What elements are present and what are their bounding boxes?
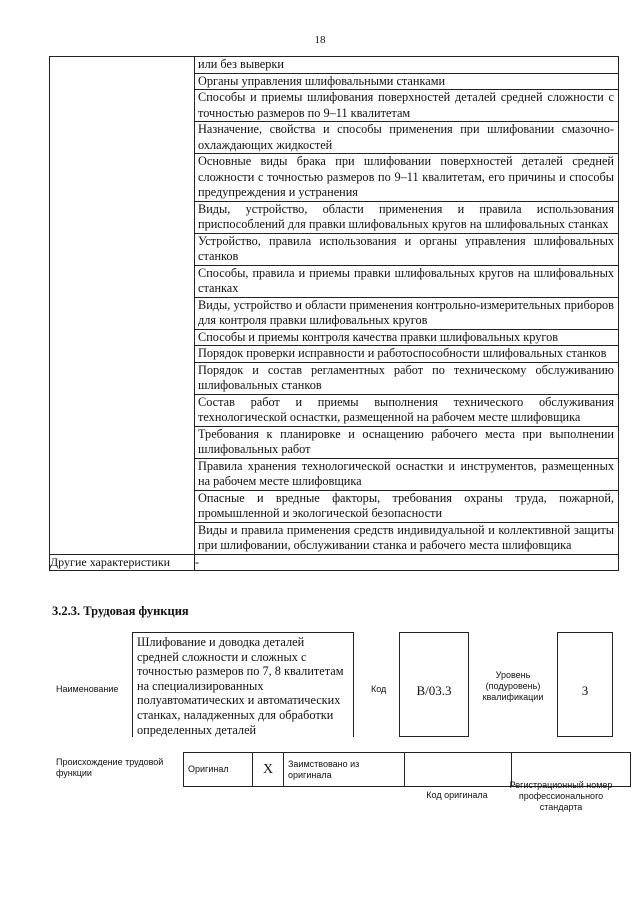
- knowledge-item: Состав работ и приемы выполнения технического обслуживания технологической оснастки, размещенной на рабочем месте шлифовщика: [195, 394, 618, 426]
- knowledge-item: Способы, правила и приемы правки шлифовальных кругов на шлифовальных станках: [195, 265, 618, 297]
- knowledge-item: Требования к планировке и оснащению рабочего места при выполнении шлифовальных работ: [195, 426, 618, 458]
- qualification-level-label: Уровень (подуровень) квалификации: [482, 670, 544, 702]
- original-label: Оригинал: [184, 753, 253, 787]
- knowledge-list-cell: [195, 57, 619, 555]
- other-characteristics-value: -: [195, 554, 619, 571]
- page-number: 18: [314, 34, 326, 46]
- knowledge-item: Правила хранения технологической оснастки и инструментов, размещенных на рабочем месте шлифовщика: [195, 458, 618, 490]
- knowledge-label-cell: [50, 57, 195, 555]
- code-value: B/03.3: [399, 632, 469, 737]
- code-original-cell: [405, 753, 512, 787]
- section-heading: 3.2.3. Трудовая функция: [52, 604, 189, 618]
- original-mark: X: [253, 753, 284, 787]
- borrowed-label: Заимствовано из оригинала: [284, 753, 405, 787]
- knowledge-item: Способы и приемы шлифования поверхностей деталей средней сложности с точностью размеров по 9–11 квалитетам: [195, 89, 618, 121]
- knowledge-item: Порядок проверки исправности и работоспособности шлифовальных станков: [195, 345, 618, 362]
- code-original-label: Код оригинала: [426, 790, 488, 800]
- knowledge-item: Опасные и вредные факторы, требования охраны труда, пожарной, промышленной и экологической безопасности: [195, 490, 618, 522]
- knowledge-item: Способы и приемы контроля качества правки шлифовальных кругов: [195, 329, 618, 346]
- function-name-value: Шлифование и доводка деталей средней сложности и сложных с точностью размеров по 7, 8 квалитетам на специализированных полуавтоматических и автоматических станках, наладженных для обработки определенных деталей: [132, 632, 354, 737]
- knowledge-rows: [195, 57, 618, 554]
- knowledge-item: Виды, устройство и области применения контрольно-измерительных приборов для контроля правки шлифовальных кругов: [195, 297, 618, 329]
- origin-label: Происхождение трудовой функции: [56, 757, 164, 778]
- knowledge-item: Виды и правила применения средств индивидуальной и коллективной защиты при шлифовании, обслуживании станка и рабочего места шлифовщика: [195, 522, 618, 554]
- other-characteristics-label: Другие характеристики: [50, 554, 195, 571]
- qualification-level-value: 3: [557, 632, 613, 737]
- reg-number-label: Регистрационный номер профессионального стандарта: [509, 780, 613, 812]
- knowledge-item: или без выверки: [198, 57, 284, 71]
- knowledge-item: Основные виды брака при шлифовании поверхностей деталей средней сложности с точностью размеров по 9–11 квалитетам, его причины и способы предупреждения и устранения: [195, 153, 618, 201]
- knowledge-item: Устройство, правила использования и органы управления шлифовальных станков: [195, 233, 618, 265]
- knowledge-table: [49, 56, 619, 571]
- knowledge-item: Порядок и состав регламентных работ по техническому обслуживанию шлифовальных станков: [195, 362, 618, 394]
- name-label: Наименование: [56, 684, 119, 694]
- code-label: Код: [371, 684, 387, 694]
- knowledge-item: Виды, устройство, области применения и правила использования приспособлений для правки шлифовальных кругов на шлифовальных станках: [195, 201, 618, 233]
- knowledge-item: Органы управления шлифовальными станками: [195, 73, 618, 90]
- knowledge-item: Назначение, свойства и способы применения при шлифовании смазочно-охлаждающих жидкостей: [195, 121, 618, 153]
